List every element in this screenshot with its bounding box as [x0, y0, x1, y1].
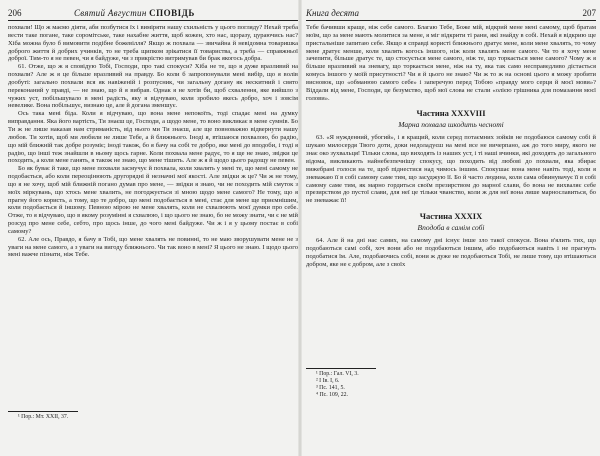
left-footnotes — [8, 407, 298, 421]
book-gutter — [298, 0, 302, 456]
footnote: ¹ Пор.: Гал. VI, 3. — [316, 371, 359, 377]
chapter-heading: Частина XXXIX — [419, 211, 483, 222]
footnote-rule — [8, 411, 78, 412]
paragraph: Ось така мені біда. Коли я відчуваю, що вона мене непокоїть, тоді спадає мені на думку виправдання. Яка його вартість, Ти знаєш це, Господи, а щодо мене, то воно викликає в мене сумнів. Бо Ти ж не лише наказав нам стриманість, від нього ми Ти знаєш, але ще повноважно відвернути нашу любов. Ти хотів, щоб ми любили не лише Тебе, а й ближнього. Іноді я, втішаюся похвалою, бо радію, що мій ближній так добре розуміє; іноді також, бо я бачу на собі те добро, яке мені до вподоби, і тоді я радію, що інші теж знайшли в ньому щось гарне. Коли похвала мене радує, то я ще не знаю, звідки це походить, а коли мене ганять, я також не знаю, що мене тішить. Але ж я й щодо цього радощу не певен. — [8, 110, 298, 165]
left-page-content — [8, 24, 298, 456]
left-page-header — [8, 6, 298, 21]
footnote-rule — [306, 368, 376, 369]
footnote: ⁴ Пс. 109, 22. — [316, 392, 348, 398]
footnote: ² I Ів. I, 6. — [316, 378, 340, 384]
right-page — [306, 0, 596, 456]
paragraph: 63. «Я нужденний, убогий», і я кращий, коли серед потаємних зойків не подобаюся самому собі й шукаю милосердя Твого доти, доки недоладуєш на мені все не вичерпано, аж до того миру, якого не знає око зухвальця! Тільки слова, що виходять із наших уст, і ті наші вчинки, які доходять до загального відома, викликають найнебезпечнішу спокусу, що походить від любові до похвали, яка збирає вижебрані голоси на те, щоб піднестися над чимось іншим. Спокушає вона мене навіть тоді, коли я зневажаю її в собі самому саме тим, що засуджую її. Бо й часто людина, коли сама обвинувачує її в собі самому саме тим, як марно гордиться своїм презирством до марної слави, бо вона не вихваляє себе презирством до пустої слави, для неї це тільки чванство, коли ж для неї вона лише марнославиться, бо не зневажає її! — [306, 134, 596, 205]
paragraph: Бо як буває й таке, що мене похвали засмучує й похвала, коли хвалять у мені те, що мені самому не подобається, або коли переоцінюють другорядні й незначні мої якості. Але звідки ж це? Чи ж не тому, що я не хочу, щоб мій ближній погано думав про мене, — звідки я знаю, чи не походить мій смуток з моїх міркувань, що хтось мене хвалить, не погоджується зі мною щодо мене самого? Не тому, що я прагну його користь, а тому, що те добро, що мені подобається в мені, стає для мене ще приємнішим, коли подобається й іншому. Певною мірою не мене хвалять, коли не схвалюють моєї думки про себе. Отже, то я відчуваю, що в якому розумінні я схвалюю, і що цього не знаю, бо не можу знати, чи є не мій розсуд про мене себе, себто, про щось інше, до чого мені байдуже. Чи ж і я у цьому постає в собі самому? — [8, 165, 298, 235]
running-book-title: СПОВІДЬ — [149, 8, 195, 18]
chapter-subtitle: Марна похвала шкодить чесноті — [398, 120, 504, 130]
right-running-title: Книга десята — [306, 8, 360, 18]
left-running-title — [74, 6, 195, 20]
paragraph: Тебе бачивши краще, ніж себе самого. Благаю Тебе, Боже мій, відкрий мене мені самому, щоб братам моїм, що за мене мають молитися за мене, я міг відкрити ті рани, які знайду в собі. Нехай я відкрию ще пристальніше запитаю себе. Якщо я справді користі ближнього дратує мене, коли мене хвалять, то чому мене дратує менше, коли хвалять когось іншого, ніж коли хвалять мене самого. Чи то я хочу мене зачепити, більше дратує те, що стосується мене самого, ніж те, що торкається мене самого? Чому ж я більше вразливий на зневагу, що торкається мене, ніж на ту, яка так само несправедливо дістається комусь іншого у моїй присутності? Чи я й цього не знаю? Чи ж то ж на основі цього я можу зробити висновок, що «обманюю самого себе» і заперечую перед Тобою «правду мого серця й моєї мови»? Віддали від мене, Господи, це безумство, щоб мої слова не стали «олією грішника для помазання моєї голови». — [306, 24, 596, 102]
left-page-number: 206 — [8, 8, 22, 18]
footnote: ¹ Пор.: Мт. XXII, 37. — [18, 414, 69, 420]
chapter-heading: Частина XXXVIII — [416, 108, 486, 119]
right-page-number: 207 — [582, 8, 596, 18]
paragraph: похвали! Що ж маємо діяти, аби позбутися їх і виміряти нашу схильність у цього погляду? Нехай треба вести таке погане, таке соромітське, таке нахабне життя, щоб кожен, хто нас, щоразу, цураючись нас? Хіба можна було б вимовити подібне божевілля? Якщо ж похвала — звичайна й невідомна товаришка доброго життя й добрих учинків, то не треба щипком зрікатися її товариства, а треба — справжньої доброї. Тим-то я не певен, чи я байдуже, чи з прикрістю витримував би брак якогось добра. — [8, 24, 298, 63]
running-author: Святий Августин — [74, 8, 147, 18]
paragraph: 62. Але ось, Правдо, я бачу в Тобі, що мене хвалять не повинні, то не маю зворушувати мене не з уваги на мене самого, а з уваги на вигоду ближнього. Чи так воно в мені? Я цього не знаю. І щодо цього мені важче пізнати, ніж Тебе. — [8, 235, 298, 259]
footnote: ³ Пс. 141, 5. — [316, 385, 345, 391]
right-footnotes — [306, 364, 596, 399]
right-page-header — [306, 6, 596, 21]
paragraph: 64. Але й на дні нас самих, на самому дні існує інше зло такої спокуси. Вона в'ялить тих, що подобаються самі собі, хоч вони або не подобаються іншим, або подобаються навіть і не прагнуть подобатися їм. Але, подобаючись собі, вони ж дуже не подобаються Тобі, не лише тому, що втішаються добром, яке не є добром, але з своїх — [306, 237, 596, 268]
left-page — [8, 0, 298, 456]
chapter-subtitle: Вподоба в самім собі — [417, 223, 485, 233]
paragraph: 61. Отже, що ж я сповідую Тобі, Господи, про такі спокуси? Хіба не те, що я дуже вразливий на похвали? Але ж я це більше вразливий на правду. Бо коли б запропонували мені вибір, що я волів дообуті: загально похвали вся як навіженій і розпусник, чи загальну догану як нескитний і свято переконаний у правді, — не знаю, що й я вибрав. Однак я не хотів би, щоб схвалення, яке вийшло з чужих уст, побільшувало в мені радість, яку я відчуваю, коли зробило якесь добро, хоч і зовсім невелике. Вона побільшує, визнаю це, але й догана зменшує. — [8, 63, 298, 110]
